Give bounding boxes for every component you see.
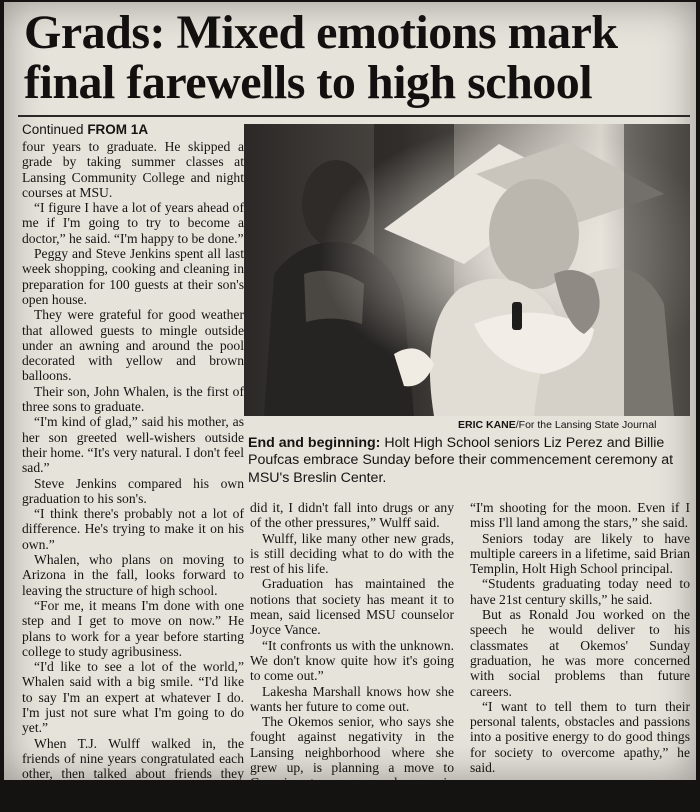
- newspaper-clipping: [4, 2, 696, 812]
- caption-text: Holt High School seniors Liz Perez and Billie Poufcas embrace Sunday before their commencement ceremony at MSU's Breslin Center.: [248, 435, 674, 486]
- article-column-1: [22, 139, 244, 812]
- photo-credit: [458, 419, 690, 431]
- article-paragraph: They were grateful for good weather that allowed guests to mingle outside under an awning and around the pool decorated with yellow and brown balloons.: [22, 307, 244, 384]
- article-paragraph: “I want to tell them to turn their personal talents, obstacles and passions into a positive energy to do good things for society to overcome apathy,” he said.: [470, 698, 690, 776]
- article-paragraph: The Okemos senior, who says she fought against negativity in the Lansing neighborhood where she grew up, is planning a move to Georgia to pursue degree in psychology.: [250, 714, 454, 806]
- photo-credit-source: /For the Lansing State Journal: [515, 419, 657, 431]
- article-paragraph: “I figure I have a lot of years ahead of me if I'm going to try to become a doctor,” he said. “I'm happy to be done.”: [22, 200, 244, 246]
- photo-credit-name: ERIC KANE: [458, 419, 516, 431]
- headline-bold: Grads:: [24, 6, 165, 59]
- photo: [244, 124, 690, 416]
- article-paragraph: Graduation has maintained the notions that society has meant it to mean, said licensed MSU counselor Joyce Vance.: [250, 576, 454, 638]
- article-paragraph: did it, I didn't fall into drugs or any of the other pressures,” Wulff said.: [250, 500, 454, 531]
- photo-image: [244, 124, 690, 416]
- article-paragraph: Their son, John Whalen, is the first of three sons to graduate.: [22, 383, 244, 415]
- headline-rest: Mixed emotions mark final farewells to high school: [24, 6, 618, 109]
- article-paragraph: Peggy and Steve Jenkins spent all last week shopping, cooking and cleaning in preparation for 100 guests at their son's open house.: [22, 246, 244, 307]
- article-paragraph: When T.J. Wulff walked in, the friends of nine years congratulated each other, then talked about friends they won't see again.: [22, 735, 244, 797]
- article-paragraph: “I'm kind of glad,” said his mother, as her son greeted well-wishers outside their home. “It's very natural. I don't feel sad.”: [22, 414, 244, 476]
- article-paragraph: “For me, it means I'm done with one step and I get to move on now.” He plans to work for a year before starting college to study agribusiness.: [22, 597, 244, 659]
- continued-line: [22, 122, 242, 138]
- caption-lead: End and beginning:: [248, 435, 381, 451]
- article-paragraph: “I'm shooting for the moon. Even if I miss I'll land among the stars,” she said.: [470, 500, 690, 531]
- article-paragraph: “Students graduating today need to have 21st century skills,” he said.: [470, 576, 690, 607]
- continued-from: FROM 1A: [87, 122, 149, 137]
- article-paragraph: Whalen, who plans on moving to Arizona in the fall, looks forward to leaving the structure of high school.: [22, 552, 244, 598]
- article-column-2: [250, 500, 454, 806]
- article-paragraph: Steve Jenkins compared his own graduation to his son's.: [22, 475, 244, 506]
- article-paragraph: Seniors today are likely to have multiple careers in a lifetime, said Brian Templin, Holt High School principal.: [470, 530, 690, 577]
- article-paragraph: “I think there's probably not a lot of difference. He's trying to make it on his own.”: [22, 506, 244, 552]
- headline-rule: [18, 115, 690, 117]
- article-paragraph: Lakesha Marshall knows how she wants her future to come out.: [250, 683, 454, 714]
- article-paragraph: “The best part is to know that I: [34, 796, 203, 812]
- article-column-3: [470, 500, 690, 775]
- article-paragraph: But as Ronald Jou worked on the speech he would deliver to his classmates at Okemos' Sunday graduation, he was more concerned with social problems than future careers.: [470, 607, 690, 699]
- article-paragraph: “It confronts us with the unknown. We don't know quite how it's going to come out.”: [250, 637, 454, 684]
- article-paragraph: four years to graduate. He skipped a grade by taking summer classes at Lansing Community College and night courses at MSU.: [22, 139, 244, 200]
- article-paragraph: “I'd like to see a lot of the world,” Whalen said with a big smile. “I'd like to say I'm an expert at whatever I do. I'm just not sure what I'm going to do yet.”: [22, 659, 244, 736]
- headline: [24, 8, 689, 108]
- article-paragraph: Wulff, like many other new grads, is still deciding what to do with the rest of his life.: [250, 530, 454, 577]
- photo-caption: [248, 435, 690, 487]
- continued-prefix: Continued: [22, 122, 88, 137]
